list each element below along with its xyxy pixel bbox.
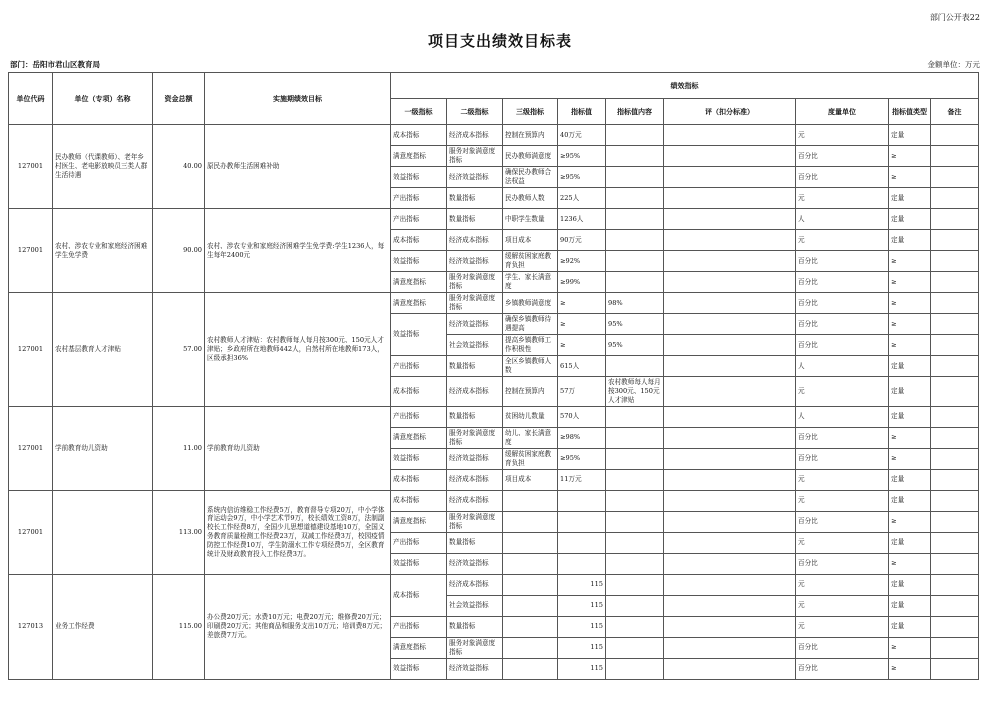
currency-unit-label: 金额单位：万元 — [927, 60, 980, 69]
value-cell: 1236人 — [558, 209, 606, 230]
project-name-cell: 农村基层教育人才津贴 — [53, 293, 153, 407]
value-content-cell — [606, 637, 664, 658]
value-content-cell — [606, 511, 664, 532]
level2-cell: 经济效益指标 — [447, 553, 503, 574]
value-type-cell: ≥ — [889, 146, 931, 167]
header-score: 评（扣分标准） — [664, 99, 796, 125]
level2-cell: 数量指标 — [447, 532, 503, 553]
level1-cell: 满意度指标 — [391, 511, 447, 532]
measure-cell: 人 — [796, 356, 889, 377]
header-level2: 二级指标 — [447, 99, 503, 125]
level2-cell: 经济成本指标 — [447, 490, 503, 511]
header-value: 指标值 — [558, 99, 606, 125]
level3-cell — [503, 637, 558, 658]
value-cell: ≥92% — [558, 251, 606, 272]
level2-cell: 经济效益指标 — [447, 658, 503, 679]
value-cell: 40万元 — [558, 125, 606, 146]
value-type-cell: 定量 — [889, 188, 931, 209]
project-name-cell: 学前教育幼儿资助 — [53, 406, 153, 490]
note-cell — [931, 335, 979, 356]
measure-cell: 百分比 — [796, 637, 889, 658]
level1-cell: 产出指标 — [391, 532, 447, 553]
table-row — [9, 209, 979, 230]
value-type-cell: 定量 — [889, 595, 931, 616]
value-cell: ≥95% — [558, 448, 606, 469]
measure-cell: 元 — [796, 616, 889, 637]
level1-cell: 成本指标 — [391, 490, 447, 511]
level1-cell: 产出指标 — [391, 406, 447, 427]
score-cell — [664, 188, 796, 209]
score-cell — [664, 406, 796, 427]
value-cell: 11万元 — [558, 469, 606, 490]
measure-cell: 元 — [796, 490, 889, 511]
score-cell — [664, 427, 796, 448]
value-cell: 115 — [558, 574, 606, 595]
level2-cell: 服务对象满意度指标 — [447, 146, 503, 167]
score-cell — [664, 553, 796, 574]
level3-cell: 幼儿、家长满意度 — [503, 427, 558, 448]
note-cell — [931, 251, 979, 272]
project-name-cell: 农村、涉农专业和家庭经济困难学生免学费 — [53, 209, 153, 293]
note-cell — [931, 314, 979, 335]
measure-cell: 元 — [796, 188, 889, 209]
project-name-cell: 业务工作经费 — [53, 574, 153, 679]
level3-cell — [503, 490, 558, 511]
measure-cell: 百分比 — [796, 658, 889, 679]
note-cell — [931, 125, 979, 146]
level1-cell: 成本指标 — [391, 125, 447, 146]
value-content-cell — [606, 167, 664, 188]
note-cell — [931, 377, 979, 407]
amount-cell: 11.00 — [153, 406, 205, 490]
note-cell — [931, 209, 979, 230]
level2-cell: 服务对象满意度指标 — [447, 511, 503, 532]
score-cell — [664, 469, 796, 490]
level3-cell: 乡镇教师满意度 — [503, 293, 558, 314]
value-content-cell — [606, 574, 664, 595]
level2-cell: 经济成本指标 — [447, 125, 503, 146]
level1-cell: 满意度指标 — [391, 637, 447, 658]
note-cell — [931, 230, 979, 251]
measure-cell: 百分比 — [796, 335, 889, 356]
value-content-cell — [606, 595, 664, 616]
value-content-cell — [606, 406, 664, 427]
value-cell: ≥ — [558, 293, 606, 314]
level3-cell: 项目成本 — [503, 230, 558, 251]
score-cell — [664, 125, 796, 146]
note-cell — [931, 511, 979, 532]
level3-cell: 民办教师满意度 — [503, 146, 558, 167]
header-value-type: 指标值类型 — [889, 99, 931, 125]
value-cell: ≥95% — [558, 146, 606, 167]
measure-cell: 元 — [796, 469, 889, 490]
measure-cell: 百分比 — [796, 511, 889, 532]
note-cell — [931, 637, 979, 658]
level2-cell: 经济成本指标 — [447, 574, 503, 595]
level3-cell: 确保民办教师合法权益 — [503, 167, 558, 188]
value-type-cell: 定量 — [889, 490, 931, 511]
note-cell — [931, 356, 979, 377]
header-amount: 资金总额 — [153, 73, 205, 125]
note-cell — [931, 490, 979, 511]
measure-cell: 元 — [796, 532, 889, 553]
value-content-cell — [606, 469, 664, 490]
project-name-cell — [53, 490, 153, 574]
header-level3: 三级指标 — [503, 99, 558, 125]
level1-cell: 产出指标 — [391, 209, 447, 230]
note-cell — [931, 469, 979, 490]
note-cell — [931, 167, 979, 188]
note-cell — [931, 616, 979, 637]
target-cell: 原民办教师生活困难补助 — [205, 125, 391, 209]
value-type-cell: ≥ — [889, 427, 931, 448]
unit-code-cell: 127013 — [9, 574, 53, 679]
page-title: 项目支出绩效目标表 — [427, 32, 572, 50]
level1-cell: 满意度指标 — [391, 146, 447, 167]
value-cell: 570人 — [558, 406, 606, 427]
value-type-cell: 定量 — [889, 469, 931, 490]
value-type-cell: 定量 — [889, 574, 931, 595]
value-cell — [558, 511, 606, 532]
value-cell — [558, 490, 606, 511]
note-cell — [931, 448, 979, 469]
level2-cell: 经济效益指标 — [447, 314, 503, 335]
measure-cell: 元 — [796, 574, 889, 595]
measure-cell: 百分比 — [796, 272, 889, 293]
value-type-cell: 定量 — [889, 377, 931, 407]
amount-cell: 113.00 — [153, 490, 205, 574]
table-row — [9, 406, 979, 427]
level3-cell: 提高乡镇教师工作积极性 — [503, 335, 558, 356]
note-cell — [931, 272, 979, 293]
level2-cell: 数量指标 — [447, 406, 503, 427]
score-cell — [664, 616, 796, 637]
level1-cell: 效益指标 — [391, 658, 447, 679]
level1-cell: 效益指标 — [391, 314, 447, 356]
value-content-cell — [606, 230, 664, 251]
header-code: 单位代码 — [9, 73, 53, 125]
amount-cell: 57.00 — [153, 293, 205, 407]
level1-cell: 满意度指标 — [391, 272, 447, 293]
level1-cell: 成本指标 — [391, 377, 447, 407]
level1-cell: 产出指标 — [391, 188, 447, 209]
note-cell — [931, 595, 979, 616]
score-cell — [664, 314, 796, 335]
note-cell — [931, 146, 979, 167]
header-target: 实施期绩效目标 — [205, 73, 391, 125]
level3-cell: 全区乡镇教师人数 — [503, 356, 558, 377]
value-type-cell: ≥ — [889, 553, 931, 574]
value-cell — [558, 532, 606, 553]
level3-cell — [503, 574, 558, 595]
measure-cell: 元 — [796, 230, 889, 251]
value-cell: ≥99% — [558, 272, 606, 293]
level1-cell: 效益指标 — [391, 553, 447, 574]
value-type-cell: ≥ — [889, 658, 931, 679]
unit-code-cell: 127001 — [9, 125, 53, 209]
score-cell — [664, 574, 796, 595]
score-cell — [664, 209, 796, 230]
value-content-cell — [606, 125, 664, 146]
target-cell: 系统内信访维稳工作经费5万，教育督导专项20万，中小学体育运动会9万，中小学艺术节9万，校长绩效工资8万，法制副校长工作经费8万，全国少儿思想道德建设基地10万，全国义务教育质量检测工作经费23万，双减工作经费3万，校园疫情防控工作经费10万，学生防溺水工作专项经费5万，全区教育统计及财政教育投入工作经费3万。 — [205, 490, 391, 574]
level2-cell: 数量指标 — [447, 209, 503, 230]
value-type-cell: ≥ — [889, 335, 931, 356]
level3-cell: 中职学生数量 — [503, 209, 558, 230]
unit-code-cell: 127001 — [9, 293, 53, 407]
score-cell — [664, 448, 796, 469]
amount-cell: 40.00 — [153, 125, 205, 209]
level2-cell: 社会效益指标 — [447, 595, 503, 616]
measure-cell: 百分比 — [796, 293, 889, 314]
level2-cell: 社会效益指标 — [447, 335, 503, 356]
level2-cell: 经济效益指标 — [447, 167, 503, 188]
value-content-cell — [606, 448, 664, 469]
score-cell — [664, 532, 796, 553]
value-cell: 115 — [558, 637, 606, 658]
score-cell — [664, 377, 796, 407]
value-cell: 90万元 — [558, 230, 606, 251]
value-type-cell: 定量 — [889, 616, 931, 637]
level1-cell: 效益指标 — [391, 251, 447, 272]
value-type-cell: 定量 — [889, 356, 931, 377]
value-cell: 57万 — [558, 377, 606, 407]
measure-cell: 百分比 — [796, 553, 889, 574]
note-cell — [931, 658, 979, 679]
level3-cell: 缓解贫困家庭教育负担 — [503, 251, 558, 272]
value-content-cell — [606, 616, 664, 637]
level2-cell: 服务对象满意度指标 — [447, 637, 503, 658]
value-type-cell: ≥ — [889, 251, 931, 272]
measure-cell: 百分比 — [796, 251, 889, 272]
project-name-cell: 民办教师（代课教师）、老年乡村医生、老电影放映员三类人群生活待遇 — [53, 125, 153, 209]
header-measure: 度量单位 — [796, 99, 889, 125]
unit-code-cell: 127001 — [9, 490, 53, 574]
level3-cell: 确保乡镇教师待遇提高 — [503, 314, 558, 335]
value-content-cell — [606, 427, 664, 448]
level3-cell: 控制在预算内 — [503, 377, 558, 407]
value-content-cell: 农村教师每人每月按300元、150元人才津贴 — [606, 377, 664, 407]
measure-cell: 百分比 — [796, 427, 889, 448]
table-row — [9, 293, 979, 314]
value-type-cell: ≥ — [889, 293, 931, 314]
level2-cell: 经济成本指标 — [447, 377, 503, 407]
value-type-cell: ≥ — [889, 272, 931, 293]
level2-cell: 数量指标 — [447, 188, 503, 209]
note-cell — [931, 532, 979, 553]
value-cell: ≥ — [558, 314, 606, 335]
level3-cell — [503, 616, 558, 637]
level3-cell: 缓解贫困家庭教育负担 — [503, 448, 558, 469]
level2-cell: 经济成本指标 — [447, 230, 503, 251]
score-cell — [664, 167, 796, 188]
target-cell: 农村教师人才津贴：农村教师每人每月按300元、150元人才津贴；乡政府所在地教师442人，自然村所在地教师173人，区级承担36% — [205, 293, 391, 407]
header-level1: 一级指标 — [391, 99, 447, 125]
measure-cell: 人 — [796, 406, 889, 427]
value-cell: 115 — [558, 658, 606, 679]
level1-cell: 满意度指标 — [391, 293, 447, 314]
level2-cell: 经济效益指标 — [447, 448, 503, 469]
measure-cell: 人 — [796, 209, 889, 230]
score-cell — [664, 272, 796, 293]
score-cell — [664, 637, 796, 658]
form-number: 部门公开表22 — [929, 13, 980, 22]
level1-cell: 效益指标 — [391, 167, 447, 188]
measure-cell: 百分比 — [796, 448, 889, 469]
score-cell — [664, 490, 796, 511]
score-cell — [664, 293, 796, 314]
value-content-cell — [606, 356, 664, 377]
amount-cell: 90.00 — [153, 209, 205, 293]
value-type-cell: 定量 — [889, 125, 931, 146]
value-content-cell — [606, 146, 664, 167]
value-cell: 615人 — [558, 356, 606, 377]
value-cell — [558, 553, 606, 574]
level2-cell: 数量指标 — [447, 616, 503, 637]
value-content-cell: 98% — [606, 293, 664, 314]
level3-cell — [503, 511, 558, 532]
target-cell: 办公费20万元；水费10万元；电费20万元；维修费20万元；印刷费20万元；其他商品和服务支出10万元；培训费8万元；差旅费7万元。 — [205, 574, 391, 679]
value-type-cell: ≥ — [889, 511, 931, 532]
score-cell — [664, 230, 796, 251]
value-type-cell: 定量 — [889, 209, 931, 230]
level3-cell — [503, 553, 558, 574]
level2-cell: 数量指标 — [447, 356, 503, 377]
level2-cell: 服务对象满意度指标 — [447, 272, 503, 293]
level3-cell — [503, 595, 558, 616]
measure-cell: 元 — [796, 377, 889, 407]
score-cell — [664, 658, 796, 679]
value-content-cell: 95% — [606, 335, 664, 356]
note-cell — [931, 406, 979, 427]
header-note: 备注 — [931, 99, 979, 125]
score-cell — [664, 335, 796, 356]
value-cell: 225人 — [558, 188, 606, 209]
value-content-cell — [606, 532, 664, 553]
table-row — [9, 574, 979, 595]
value-content-cell — [606, 209, 664, 230]
value-type-cell: 定量 — [889, 532, 931, 553]
level3-cell — [503, 658, 558, 679]
value-content-cell — [606, 490, 664, 511]
level3-cell: 项目成本 — [503, 469, 558, 490]
level1-cell: 产出指标 — [391, 356, 447, 377]
level2-cell: 服务对象满意度指标 — [447, 293, 503, 314]
header-indicators: 绩效指标 — [391, 73, 979, 99]
level1-cell: 成本指标 — [391, 469, 447, 490]
measure-cell: 百分比 — [796, 167, 889, 188]
value-content-cell: 95% — [606, 314, 664, 335]
score-cell — [664, 595, 796, 616]
header-name: 单位（专项）名称 — [53, 73, 153, 125]
note-cell — [931, 574, 979, 595]
note-cell — [931, 293, 979, 314]
value-cell: ≥98% — [558, 427, 606, 448]
level2-cell: 经济效益指标 — [447, 251, 503, 272]
performance-target-table — [8, 72, 979, 680]
level1-cell: 成本指标 — [391, 230, 447, 251]
level1-cell: 效益指标 — [391, 448, 447, 469]
score-cell — [664, 251, 796, 272]
target-cell: 农村、涉农专业和家庭经济困难学生免学费:学生1236人，每生每年2400元 — [205, 209, 391, 293]
level1-cell: 满意度指标 — [391, 427, 447, 448]
value-content-cell — [606, 658, 664, 679]
table-row — [9, 490, 979, 511]
level2-cell: 经济成本指标 — [447, 469, 503, 490]
score-cell — [664, 356, 796, 377]
value-cell: ≥ — [558, 335, 606, 356]
note-cell — [931, 188, 979, 209]
value-type-cell: 定量 — [889, 230, 931, 251]
note-cell — [931, 427, 979, 448]
value-type-cell: ≥ — [889, 448, 931, 469]
value-type-cell: 定量 — [889, 406, 931, 427]
header-value-content: 指标值内容 — [606, 99, 664, 125]
value-content-cell — [606, 251, 664, 272]
note-cell — [931, 553, 979, 574]
value-cell: ≥95% — [558, 167, 606, 188]
unit-code-cell: 127001 — [9, 209, 53, 293]
level3-cell: 学生、家长满意度 — [503, 272, 558, 293]
level3-cell: 民办教师人数 — [503, 188, 558, 209]
score-cell — [664, 511, 796, 532]
measure-cell: 百分比 — [796, 314, 889, 335]
measure-cell: 百分比 — [796, 146, 889, 167]
level2-cell: 服务对象满意度指标 — [447, 427, 503, 448]
department-label: 部门：岳阳市君山区教育局 — [10, 60, 100, 69]
value-type-cell: ≥ — [889, 314, 931, 335]
value-cell: 115 — [558, 595, 606, 616]
value-content-cell — [606, 272, 664, 293]
measure-cell: 元 — [796, 595, 889, 616]
value-cell: 115 — [558, 616, 606, 637]
level3-cell — [503, 532, 558, 553]
measure-cell: 元 — [796, 125, 889, 146]
level1-cell: 产出指标 — [391, 616, 447, 637]
target-cell: 学前教育幼儿资助 — [205, 406, 391, 490]
score-cell — [664, 146, 796, 167]
level3-cell: 贫困幼儿数量 — [503, 406, 558, 427]
level1-cell: 成本指标 — [391, 574, 447, 616]
unit-code-cell: 127001 — [9, 406, 53, 490]
value-type-cell: ≥ — [889, 167, 931, 188]
value-content-cell — [606, 553, 664, 574]
amount-cell: 115.00 — [153, 574, 205, 679]
table-row — [9, 125, 979, 146]
level3-cell: 控制在预算内 — [503, 125, 558, 146]
value-content-cell — [606, 188, 664, 209]
value-type-cell: ≥ — [889, 637, 931, 658]
